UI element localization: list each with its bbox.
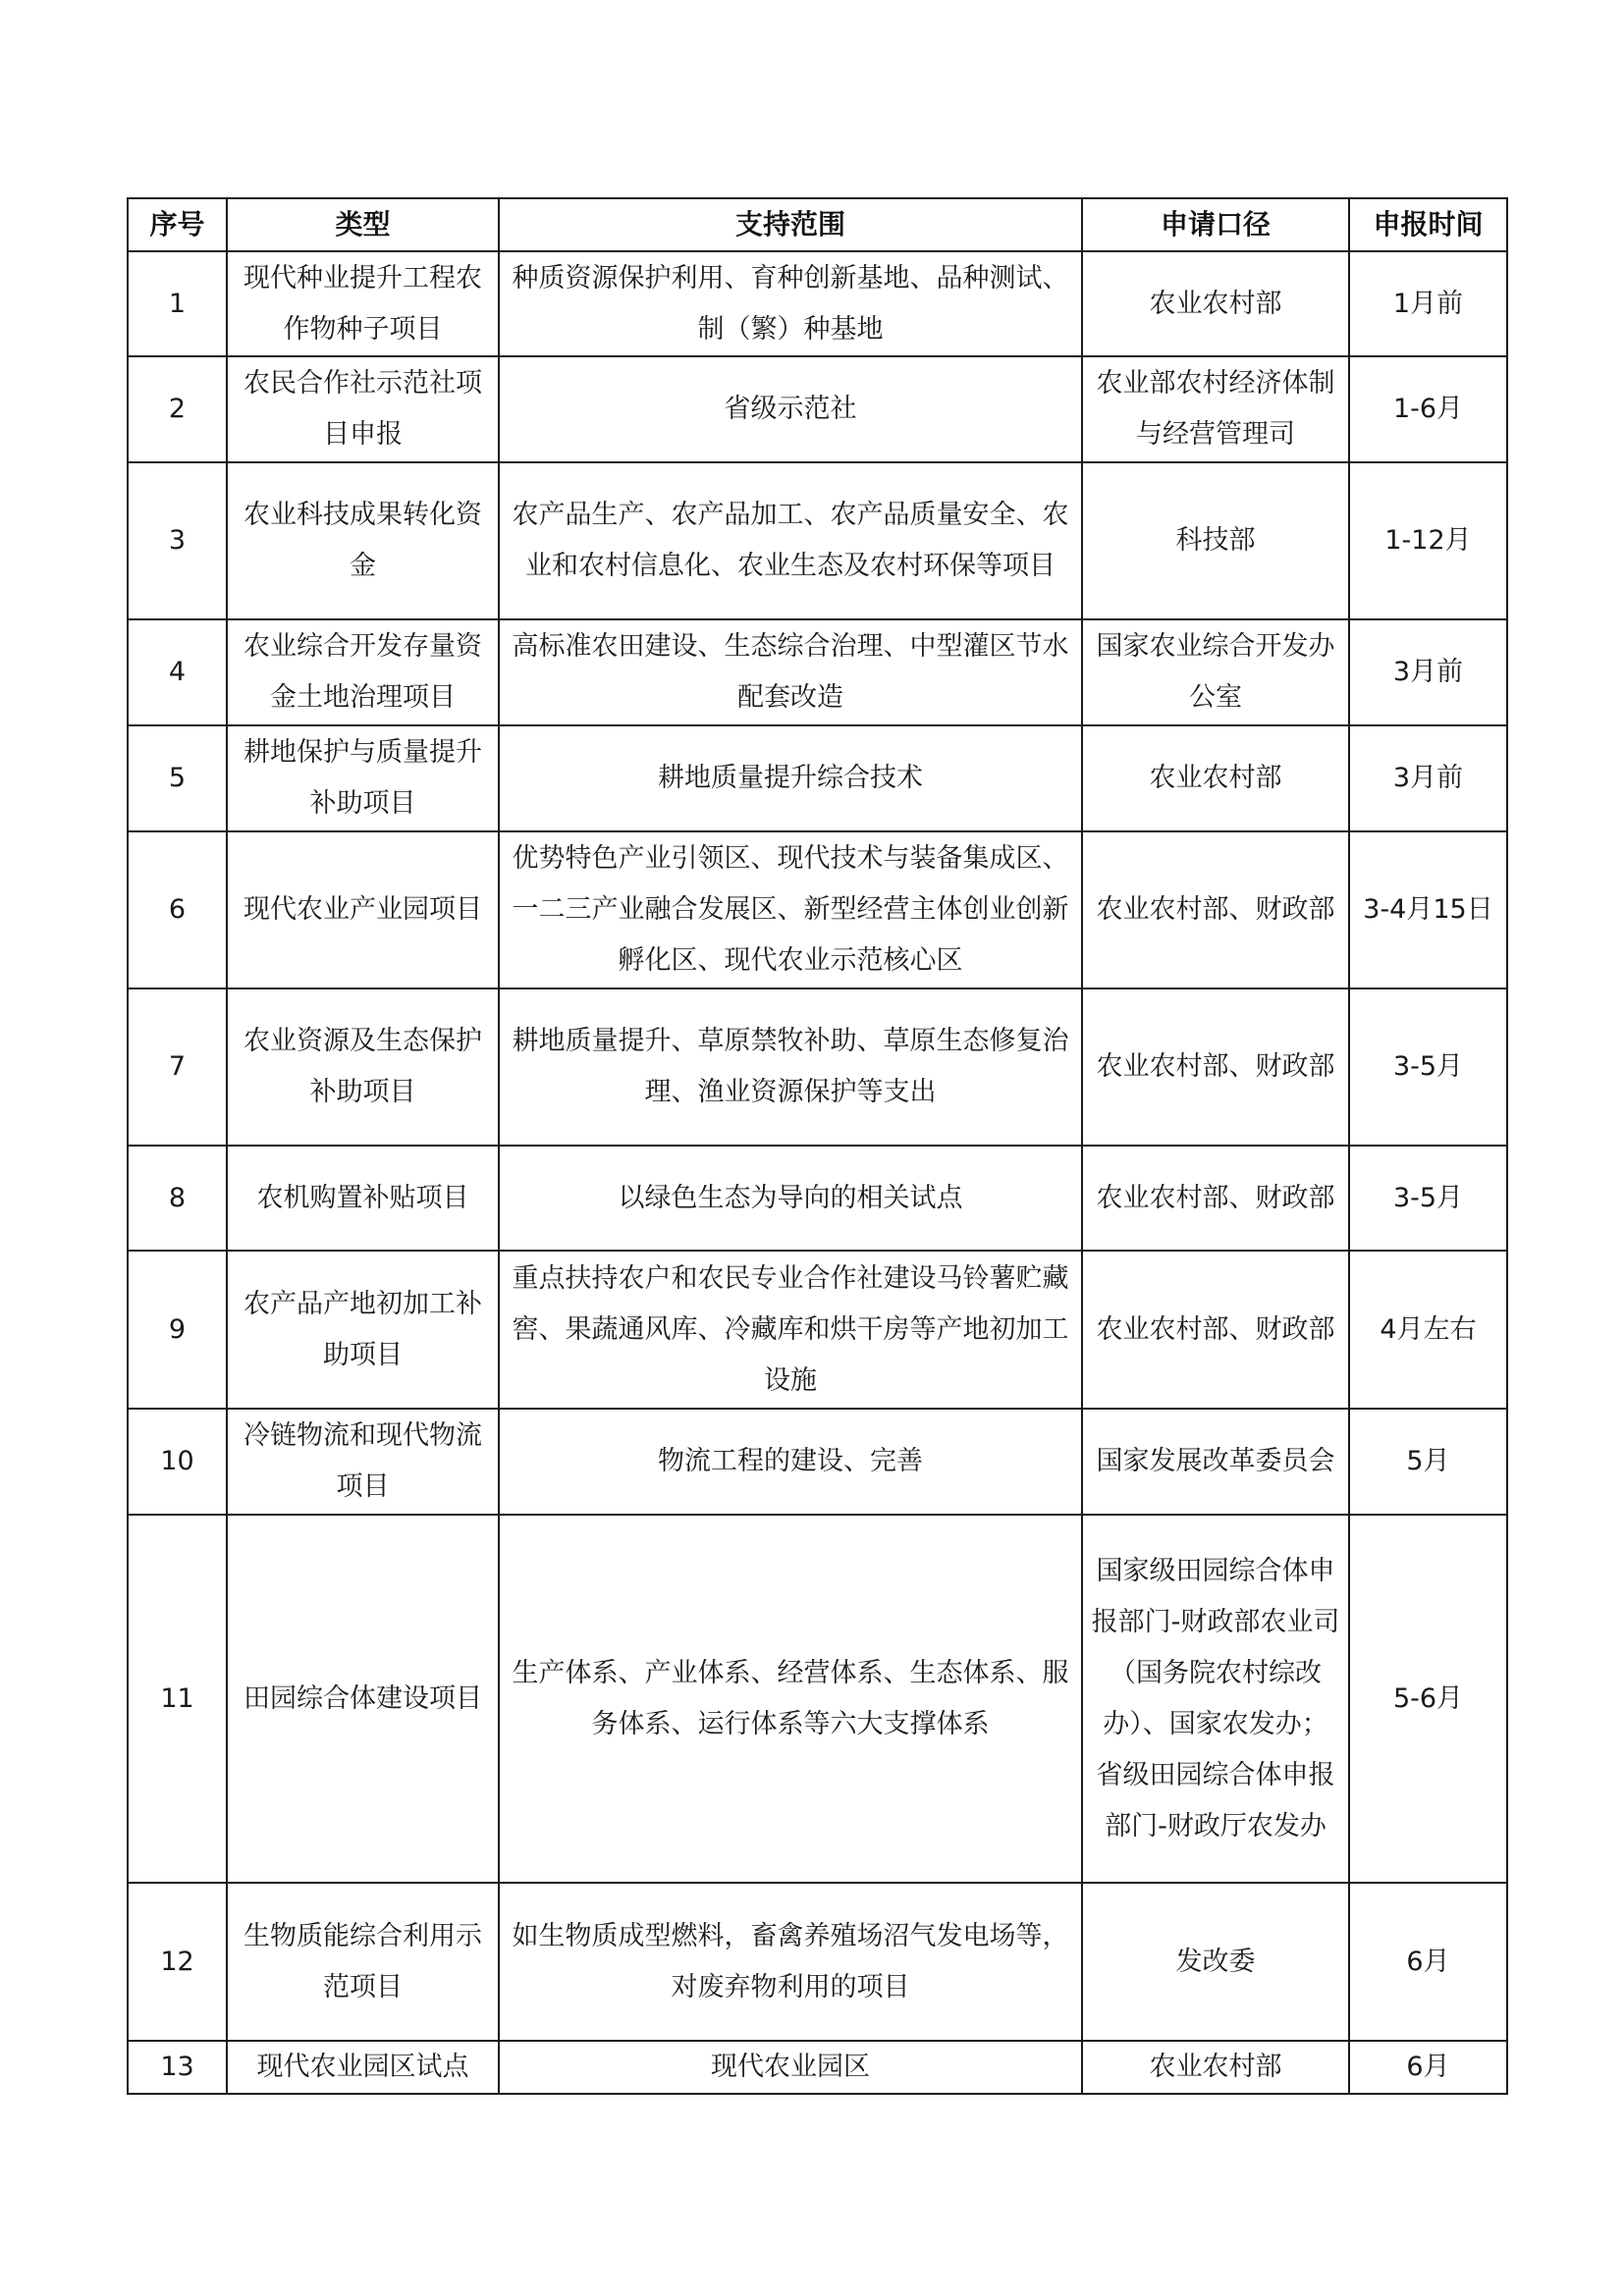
cell-type: 田园综合体建设项目 — [227, 1515, 499, 1883]
cell-no: 8 — [128, 1146, 227, 1251]
cell-time: 3-4月15日 — [1349, 831, 1507, 988]
cell-no: 4 — [128, 619, 227, 725]
cell-no: 2 — [128, 356, 227, 462]
cell-time: 1-12月 — [1349, 462, 1507, 619]
cell-scope: 如生物质成型燃料，畜禽养殖场沼气发电场等，对废弃物利用的项目 — [499, 1883, 1082, 2041]
cell-type: 冷链物流和现代物流项目 — [227, 1409, 499, 1515]
table-row — [128, 1409, 1507, 1515]
table-header-row — [128, 198, 1507, 251]
project-table — [127, 197, 1508, 2095]
table-row — [128, 831, 1507, 988]
header-dept: 申请口径 — [1082, 198, 1349, 251]
cell-time: 4月左右 — [1349, 1251, 1507, 1409]
cell-scope: 物流工程的建设、完善 — [499, 1409, 1082, 1515]
cell-scope: 生产体系、产业体系、经营体系、生态体系、服务体系、运行体系等六大支撑体系 — [499, 1515, 1082, 1883]
cell-dept: 农业部农村经济体制与经营管理司 — [1082, 356, 1349, 462]
header-type: 类型 — [227, 198, 499, 251]
cell-no: 10 — [128, 1409, 227, 1515]
cell-type: 农产品产地初加工补助项目 — [227, 1251, 499, 1409]
cell-time: 5月 — [1349, 1409, 1507, 1515]
cell-dept: 科技部 — [1082, 462, 1349, 619]
table-row — [128, 1251, 1507, 1409]
cell-scope: 现代农业园区 — [499, 2041, 1082, 2094]
cell-dept: 国家发展改革委员会 — [1082, 1409, 1349, 1515]
cell-no: 1 — [128, 251, 227, 356]
cell-type: 农业综合开发存量资金土地治理项目 — [227, 619, 499, 725]
cell-scope: 省级示范社 — [499, 356, 1082, 462]
table-row — [128, 725, 1507, 831]
table-row — [128, 1146, 1507, 1251]
cell-scope: 以绿色生态为导向的相关试点 — [499, 1146, 1082, 1251]
cell-scope: 重点扶持农户和农民专业合作社建设马铃薯贮藏窖、果蔬通风库、冷藏库和烘干房等产地初加工设施 — [499, 1251, 1082, 1409]
cell-no: 9 — [128, 1251, 227, 1409]
cell-type: 生物质能综合利用示范项目 — [227, 1883, 499, 2041]
cell-dept: 农业农村部 — [1082, 251, 1349, 356]
cell-time: 5-6月 — [1349, 1515, 1507, 1883]
table-row — [128, 2041, 1507, 2094]
cell-time: 6月 — [1349, 2041, 1507, 2094]
table-row — [128, 988, 1507, 1146]
cell-scope: 优势特色产业引领区、现代技术与装备集成区、一二三产业融合发展区、新型经营主体创业创新孵化区、现代农业示范核心区 — [499, 831, 1082, 988]
cell-time: 6月 — [1349, 1883, 1507, 2041]
cell-scope: 高标准农田建设、生态综合治理、中型灌区节水配套改造 — [499, 619, 1082, 725]
cell-time: 1月前 — [1349, 251, 1507, 356]
cell-dept: 国家农业综合开发办公室 — [1082, 619, 1349, 725]
cell-time: 1-6月 — [1349, 356, 1507, 462]
header-scope: 支持范围 — [499, 198, 1082, 251]
cell-scope: 种质资源保护利用、育种创新基地、品种测试、制（繁）种基地 — [499, 251, 1082, 356]
cell-no: 12 — [128, 1883, 227, 2041]
cell-dept: 农业农村部、财政部 — [1082, 1146, 1349, 1251]
cell-time: 3月前 — [1349, 619, 1507, 725]
cell-dept: 国家级田园综合体申报部门-财政部农业司（国务院农村综改办）、国家农发办；省级田园综合体申报部门-财政厅农发办 — [1082, 1515, 1349, 1883]
cell-no: 3 — [128, 462, 227, 619]
cell-dept: 农业农村部 — [1082, 725, 1349, 831]
cell-type: 现代农业产业园项目 — [227, 831, 499, 988]
header-time: 申报时间 — [1349, 198, 1507, 251]
cell-type: 现代农业园区试点 — [227, 2041, 499, 2094]
cell-dept: 农业农村部、财政部 — [1082, 831, 1349, 988]
cell-no: 11 — [128, 1515, 227, 1883]
cell-no: 13 — [128, 2041, 227, 2094]
cell-dept: 农业农村部 — [1082, 2041, 1349, 2094]
table-row — [128, 1883, 1507, 2041]
table-row — [128, 1515, 1507, 1883]
cell-no: 6 — [128, 831, 227, 988]
cell-type: 农机购置补贴项目 — [227, 1146, 499, 1251]
table-row — [128, 356, 1507, 462]
header-no: 序号 — [128, 198, 227, 251]
cell-type: 农业资源及生态保护补助项目 — [227, 988, 499, 1146]
cell-time: 3-5月 — [1349, 1146, 1507, 1251]
cell-time: 3月前 — [1349, 725, 1507, 831]
cell-scope: 耕地质量提升综合技术 — [499, 725, 1082, 831]
table-row — [128, 251, 1507, 356]
cell-dept: 农业农村部、财政部 — [1082, 988, 1349, 1146]
cell-dept: 发改委 — [1082, 1883, 1349, 2041]
table-row — [128, 462, 1507, 619]
cell-scope: 耕地质量提升、草原禁牧补助、草原生态修复治理、渔业资源保护等支出 — [499, 988, 1082, 1146]
cell-type: 耕地保护与质量提升补助项目 — [227, 725, 499, 831]
cell-no: 7 — [128, 988, 227, 1146]
cell-type: 农民合作社示范社项目申报 — [227, 356, 499, 462]
cell-type: 农业科技成果转化资金 — [227, 462, 499, 619]
cell-time: 3-5月 — [1349, 988, 1507, 1146]
cell-type: 现代种业提升工程农作物种子项目 — [227, 251, 499, 356]
table-row — [128, 619, 1507, 725]
cell-scope: 农产品生产、农产品加工、农产品质量安全、农业和农村信息化、农业生态及农村环保等项目 — [499, 462, 1082, 619]
cell-dept: 农业农村部、财政部 — [1082, 1251, 1349, 1409]
cell-no: 5 — [128, 725, 227, 831]
